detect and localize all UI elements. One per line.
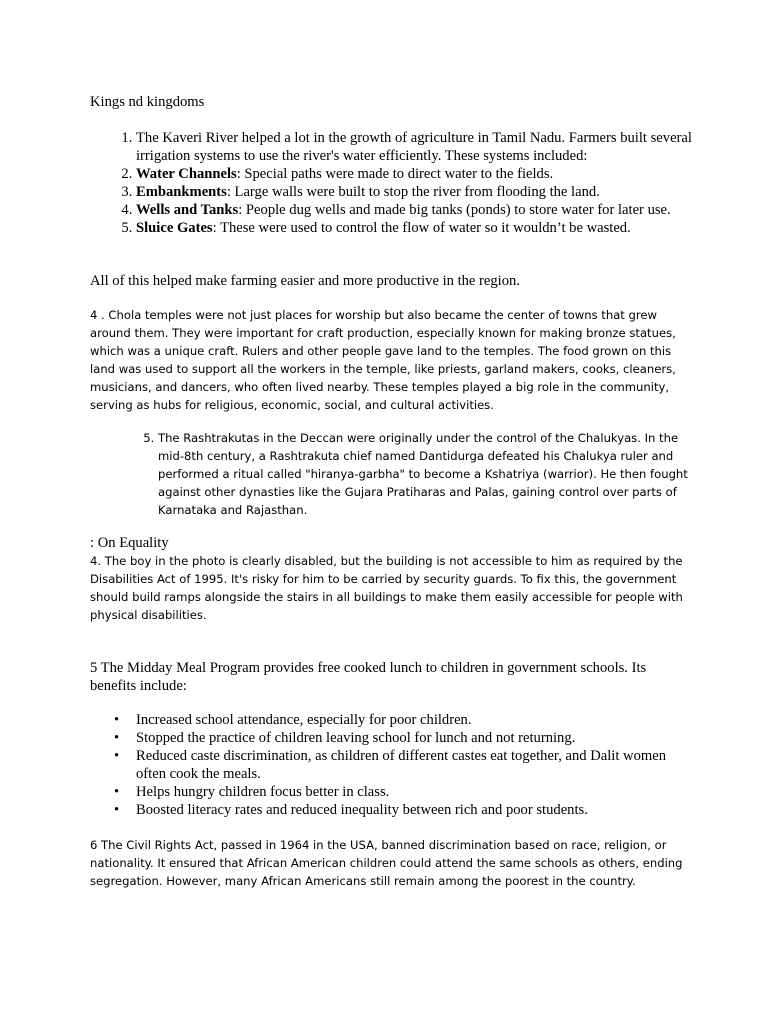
kaveri-irrigation-list xyxy=(90,129,726,237)
list-item xyxy=(136,129,726,165)
list-item-text: : Special paths were made to direct water to the fields. xyxy=(236,166,554,182)
list-item xyxy=(136,165,726,183)
bullet-icon: • xyxy=(114,784,120,800)
rashtrakuta-list xyxy=(136,429,698,519)
chola-temples-paragraph: 4 . Chola temples were not just places for worship but also became the center of towns that grew around them. They were important for craft production, especially known for making bronze statues, which was a unique craft. Rulers and other people gave land to the temples. The food grown on this land was used to support all the workers in the temple, like priests, garland makers, cooks, cleaners, musicians, and dancers, who often lived nearby. These temples played a big role in the community, serving as hubs for religious, economic, social, and cultural activities. xyxy=(90,308,676,412)
list-item xyxy=(136,219,726,237)
midday-meal-paragraph: 5 The Midday Meal Program provides free cooked lunch to children in government schools. Its benefits include: xyxy=(90,660,647,694)
list-item-bold: Embankments xyxy=(136,184,227,200)
list-item-text: Increased school attendance, especially for poor children. xyxy=(136,712,472,728)
document-title: Kings nd kingdoms xyxy=(90,94,205,110)
list-item xyxy=(114,747,696,783)
bullet-icon: • xyxy=(114,748,120,764)
list-item-bold: Water Channels xyxy=(136,166,237,182)
list-item-text: Helps hungry children focus better in class. xyxy=(136,784,390,800)
bullet-icon: • xyxy=(114,712,120,728)
list-item xyxy=(114,783,696,801)
civil-rights-paragraph: 6 The Civil Rights Act, passed in 1964 in the USA, banned discrimination based on race, religion, or nationality. It ensured that African American children could attend the same schools as others, ending segregation. However, many African Americans still remain among the poorest in the country. xyxy=(90,838,683,888)
list-item: 5. The Rashtrakutas in the Deccan were originally under the control of the Chalukyas. In the mid-8th century, a Rashtrakuta chief named Dantidurga defeated his Chalukya ruler and performed a ritual called "hiranya-garbha" to become a Kshatriya (warrior). He then fought against other dynasties like the Gujara Pratiharas and Palas, gaining control over parts of Karnataka and Rajasthan. xyxy=(158,429,698,519)
list-item-text: : Large walls were built to stop the river from flooding the land. xyxy=(226,184,600,200)
list-item-bold: Sluice Gates xyxy=(136,220,213,236)
list-item-bold: Wells and Tanks xyxy=(136,202,239,218)
list-item-text: Stopped the practice of children leaving school for lunch and not returning. xyxy=(136,730,576,746)
list-item xyxy=(114,801,696,819)
list-item xyxy=(114,729,696,747)
list-item xyxy=(136,201,726,219)
equality-heading: : On Equality xyxy=(90,535,169,551)
list-item xyxy=(136,183,726,201)
list-item-text: Boosted literacy rates and reduced inequality between rich and poor students. xyxy=(136,802,588,818)
list-item-text: : People dug wells and made big tanks (ponds) to store water for later use. xyxy=(238,202,671,218)
equality-paragraph: 4. The boy in the photo is clearly disabled, but the building is not accessible to him as required by the Disabilities Act of 1995. It's risky for him to be carried by security guards. To fix this, the government should build ramps alongside the stairs in all buildings to make them easily accessible for people with physical disabilities. xyxy=(90,554,683,622)
list-item-text: The Kaveri River helped a lot in the growth of agriculture in Tamil Nadu. Farmers built several irrigation systems to use the river's water efficiently. These systems included: xyxy=(136,130,692,164)
benefits-list xyxy=(90,711,696,819)
list-item-text: Reduced caste discrimination, as children of different castes eat together, and Dalit women often cook the meals. xyxy=(136,748,667,782)
bullet-icon: • xyxy=(114,730,120,746)
list-item xyxy=(114,711,696,729)
summary-paragraph: All of this helped make farming easier and more productive in the region. xyxy=(90,273,520,289)
list-item-text: : These were used to control the flow of water so it wouldn’t be wasted. xyxy=(212,220,631,236)
bullet-icon: • xyxy=(114,802,120,818)
